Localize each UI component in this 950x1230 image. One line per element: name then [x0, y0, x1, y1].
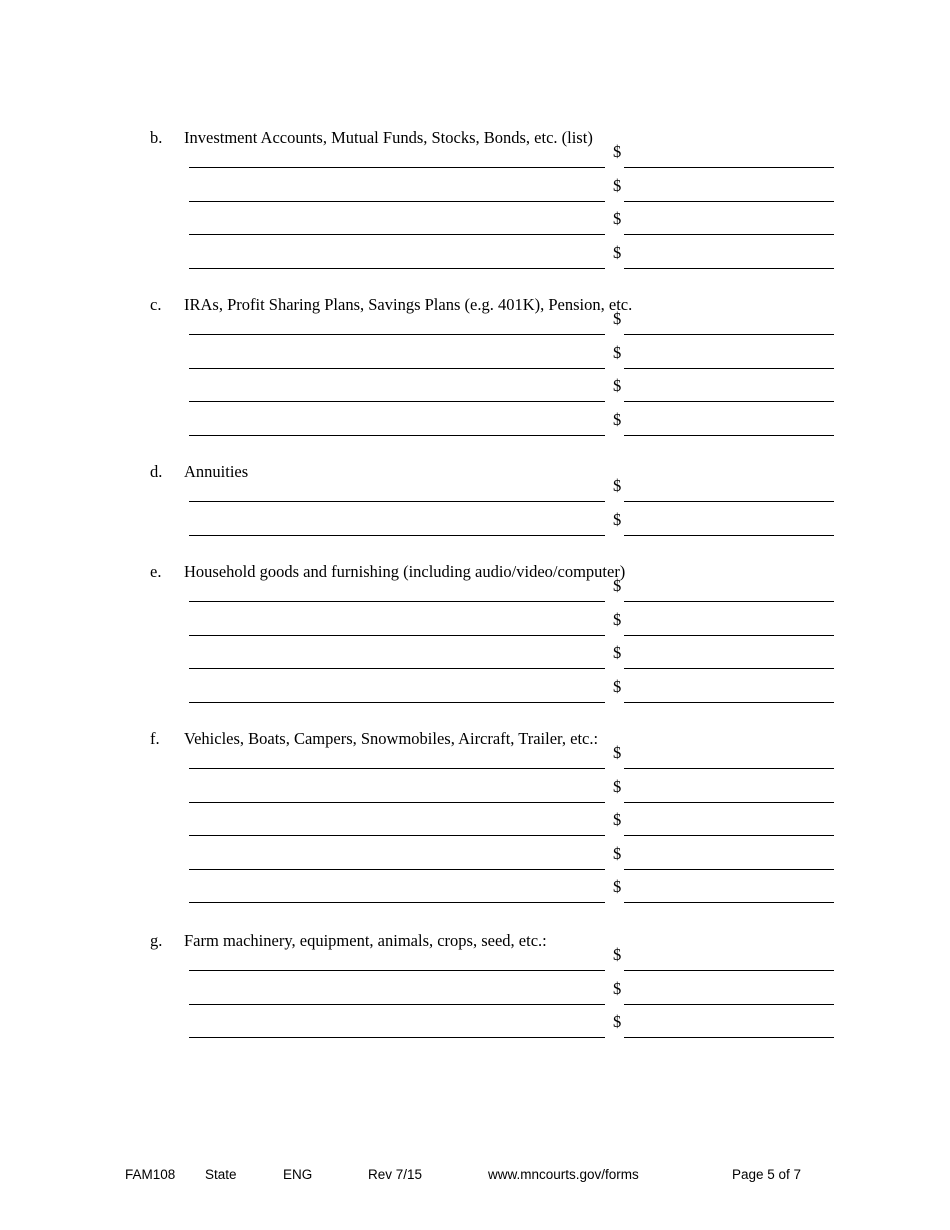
item-description-line[interactable] — [189, 166, 605, 168]
section-label: Household goods and furnishing (including audio/video/computer) — [184, 562, 626, 581]
item-amount-line[interactable] — [624, 166, 834, 168]
dollar-sign: $ — [613, 343, 622, 362]
entry-row — [0, 169, 950, 202]
item-description-line[interactable] — [189, 969, 605, 971]
item-amount-line[interactable] — [624, 969, 834, 971]
item-amount-line[interactable] — [624, 767, 834, 769]
footer-language: ENG — [283, 1167, 313, 1182]
item-description-line[interactable] — [189, 333, 605, 335]
item-amount-line[interactable] — [624, 233, 834, 235]
item-amount-line[interactable] — [624, 267, 834, 269]
entry-row — [0, 938, 950, 971]
section-letter: e. — [150, 562, 162, 581]
item-description-line[interactable] — [189, 267, 605, 269]
entry-row — [0, 403, 950, 436]
entry-row — [0, 336, 950, 369]
dollar-sign: $ — [613, 142, 622, 161]
dollar-sign: $ — [613, 945, 622, 964]
entry-row — [0, 236, 950, 269]
section-label: Vehicles, Boats, Campers, Snowmobiles, Aircraft, Trailer, etc.: — [184, 729, 599, 748]
item-amount-line[interactable] — [624, 434, 834, 436]
dollar-sign: $ — [613, 510, 622, 529]
entry-row — [0, 202, 950, 235]
dollar-sign: $ — [613, 1012, 622, 1031]
dollar-sign: $ — [613, 743, 622, 762]
item-description-line[interactable] — [189, 701, 605, 703]
entry-row — [0, 972, 950, 1005]
dollar-sign: $ — [613, 677, 622, 696]
item-amount-line[interactable] — [624, 534, 834, 536]
item-amount-line[interactable] — [624, 500, 834, 502]
dollar-sign: $ — [613, 309, 622, 328]
item-amount-line[interactable] — [624, 400, 834, 402]
entry-row — [0, 1005, 950, 1038]
item-description-line[interactable] — [189, 600, 605, 602]
entry-row — [0, 135, 950, 168]
page-footer — [0, 1166, 950, 1186]
entry-row — [0, 369, 950, 402]
item-description-line[interactable] — [189, 534, 605, 536]
item-amount-line[interactable] — [624, 1036, 834, 1038]
dollar-sign: $ — [613, 410, 622, 429]
item-description-line[interactable] — [189, 834, 605, 836]
dollar-sign: $ — [613, 176, 622, 195]
section-label: IRAs, Profit Sharing Plans, Savings Plans (e.g. 401K), Pension, etc. — [184, 295, 633, 314]
dollar-sign: $ — [613, 979, 622, 998]
item-amount-line[interactable] — [624, 834, 834, 836]
entry-row — [0, 670, 950, 703]
item-description-line[interactable] — [189, 434, 605, 436]
entry-row — [0, 302, 950, 335]
section-letter: f. — [150, 729, 160, 748]
item-amount-line[interactable] — [624, 667, 834, 669]
dollar-sign: $ — [613, 209, 622, 228]
item-amount-line[interactable] — [624, 701, 834, 703]
entry-row — [0, 770, 950, 803]
dollar-sign: $ — [613, 476, 622, 495]
dollar-sign: $ — [613, 576, 622, 595]
section-letter: c. — [150, 295, 162, 314]
item-amount-line[interactable] — [624, 600, 834, 602]
section-letter: g. — [150, 931, 163, 950]
item-amount-line[interactable] — [624, 333, 834, 335]
dollar-sign: $ — [613, 844, 622, 863]
dollar-sign: $ — [613, 810, 622, 829]
entry-row — [0, 736, 950, 769]
footer-jurisdiction: State — [205, 1167, 237, 1182]
section-letter: b. — [150, 128, 163, 147]
item-description-line[interactable] — [189, 767, 605, 769]
dollar-sign: $ — [613, 610, 622, 629]
footer-revision: Rev 7/15 — [368, 1167, 423, 1182]
entry-row — [0, 870, 950, 903]
item-description-line[interactable] — [189, 400, 605, 402]
section-letter: d. — [150, 462, 163, 481]
dollar-sign: $ — [613, 243, 622, 262]
entry-row — [0, 636, 950, 669]
entry-row — [0, 469, 950, 502]
entry-row — [0, 837, 950, 870]
dollar-sign: $ — [613, 376, 622, 395]
item-description-line[interactable] — [189, 901, 605, 903]
item-description-line[interactable] — [189, 667, 605, 669]
item-description-line[interactable] — [189, 1036, 605, 1038]
entry-row — [0, 503, 950, 536]
item-description-line[interactable] — [189, 233, 605, 235]
footer-form-id: FAM108 — [125, 1167, 176, 1182]
item-amount-line[interactable] — [624, 901, 834, 903]
item-description-line[interactable] — [189, 500, 605, 502]
entry-row — [0, 569, 950, 602]
section-label: Annuities — [184, 462, 249, 481]
dollar-sign: $ — [613, 877, 622, 896]
section-label: Investment Accounts, Mutual Funds, Stocks, Bonds, etc. (list) — [184, 128, 593, 147]
entry-row — [0, 803, 950, 836]
section-label: Farm machinery, equipment, animals, crops, seed, etc.: — [184, 931, 547, 950]
entry-row — [0, 603, 950, 636]
dollar-sign: $ — [613, 643, 622, 662]
dollar-sign: $ — [613, 777, 622, 796]
footer-page-number: Page 5 of 7 — [732, 1167, 802, 1182]
footer-url[interactable]: www.mncourts.gov/forms — [488, 1167, 639, 1182]
